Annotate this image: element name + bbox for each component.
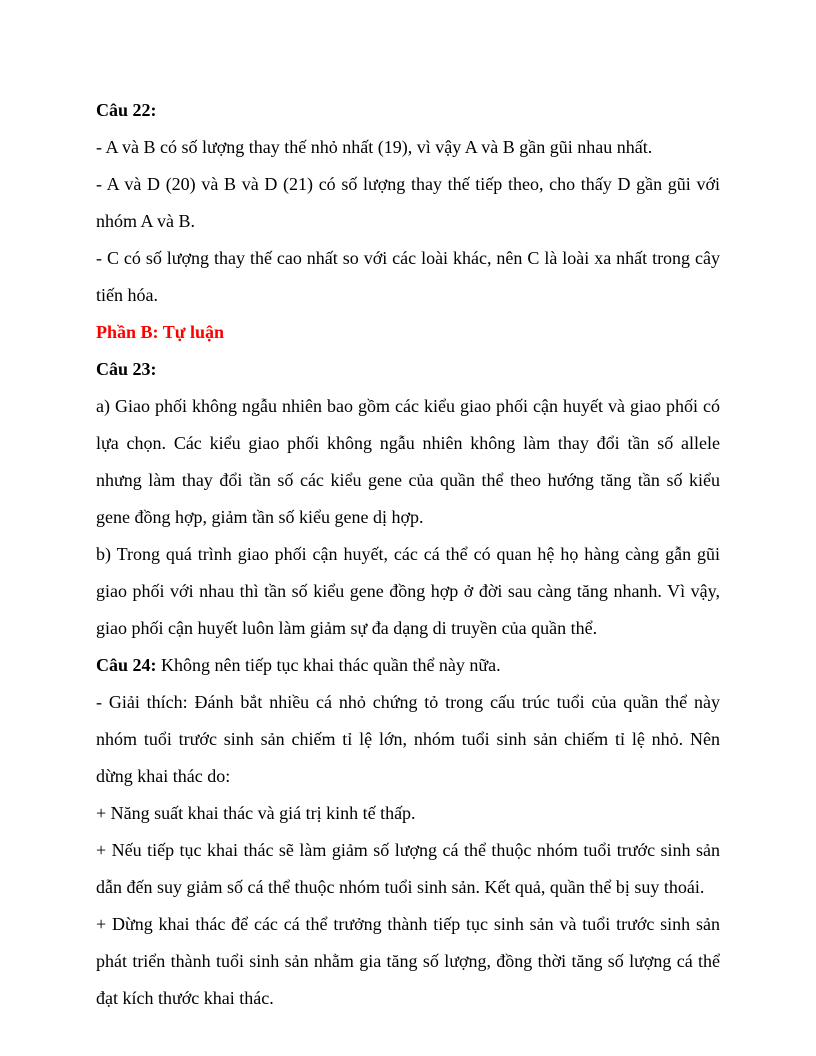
answer-23b-paragraph: b) Trong quá trình giao phối cận huyết, các cá thể có quan hệ họ hàng càng gẫn gũi giao phối với nhau thì tần số kiểu gene đồng hợp ở đời sau càng tăng nhanh. Vì vậy, giao phối cận huyết luôn làm giảm sự đa dạng di truyền của quần thể. <box>96 544 720 638</box>
question-22-heading: Câu 22: <box>96 100 157 120</box>
answer-22-point-1: - A và B có số lượng thay thế nhỏ nhất (19), vì vậy A và B gần gũi nhau nhất. <box>96 137 653 157</box>
answer-22-point-2: - A và D (20) và B và D (21) có số lượng thay thế tiếp theo, cho thấy D gần gũi với nhóm A và B. <box>96 174 720 231</box>
answer-22-point-3: - C có số lượng thay thế cao nhất so với các loài khác, nên C là loài xa nhất trong cây tiến hóa. <box>96 248 720 305</box>
question-23-heading: Câu 23: <box>96 359 157 379</box>
document-body <box>96 92 720 1017</box>
question-24-statement: Không nên tiếp tục khai thác quần thể này nữa. <box>156 655 501 675</box>
answer-24-point-1: + Năng suất khai thác và giá trị kinh tế thấp. <box>96 803 416 823</box>
answer-23a-paragraph: a) Giao phối không ngẫu nhiên bao gồm các kiểu giao phối cận huyết và giao phối có lựa chọn. Các kiểu giao phối không ngẫu nhiên không làm thay đổi tần số allele nhưng làm thay đổi tần số các kiểu gene của quần thể theo hướng tăng tần số kiểu gene đồng hợp, giảm tần số kiểu gene dị hợp. <box>96 396 720 527</box>
section-b-heading: Phần B: Tự luận <box>96 322 225 342</box>
answer-24-point-2: + Nếu tiếp tục khai thác sẽ làm giảm số lượng cá thể thuộc nhóm tuổi trước sinh sản dẫn đến suy giảm số cá thể thuộc nhóm tuổi sinh sản. Kết quả, quần thể bị suy thoái. <box>96 840 720 897</box>
answer-24-point-3: + Dừng khai thác để các cá thể trưởng thành tiếp tục sinh sản và tuổi trước sinh sản phát triển thành tuổi sinh sản nhằm gia tăng số lượng, đồng thời tăng số lượng cá thể đạt kích thước khai thác. <box>96 914 720 1008</box>
question-24-label: Câu 24: <box>96 655 157 675</box>
question-24-answer <box>96 647 720 684</box>
answer-24-explanation: - Giải thích: Đánh bắt nhiều cá nhỏ chứng tỏ trong cấu trúc tuổi của quần thể này nhóm tuổi trước sinh sản chiếm tỉ lệ lớn, nhóm tuổi sinh sản chiếm tỉ lệ nhỏ. Nên dừng khai thác do: <box>96 692 720 786</box>
